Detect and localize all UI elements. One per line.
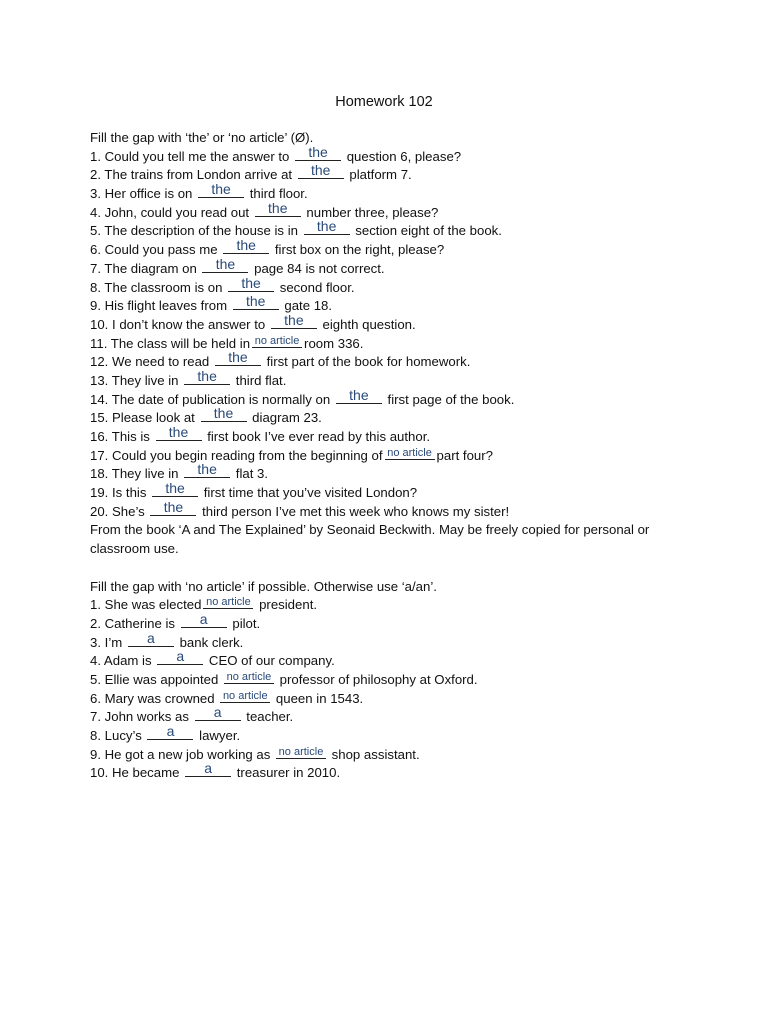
handwritten-answer: a — [176, 648, 185, 665]
item-text-after: first page of the book. — [383, 391, 515, 407]
exercise-item — [90, 218, 690, 241]
item-text-after: page 84 is not correct. — [250, 260, 385, 276]
item-text-before: 1. Could you tell me the answer to — [90, 148, 294, 164]
item-text-before: 9. He got a new job working as — [90, 746, 274, 762]
answer-blank[interactable] — [215, 349, 261, 366]
item-text-after: pilot. — [228, 615, 261, 631]
handwritten-answer: the — [165, 480, 185, 497]
exercise-item — [90, 349, 690, 372]
answer-blank[interactable] — [298, 162, 344, 179]
item-text-after: flat 3. — [232, 466, 269, 482]
handwritten-answer: the — [241, 274, 261, 291]
item-text-after: number three, please? — [302, 204, 439, 220]
item-text-before: 7. John works as — [90, 709, 193, 725]
item-text-before: 7. The diagram on — [90, 260, 201, 276]
item-text-after: room 336. — [304, 335, 364, 351]
item-text-before: 13. They live in — [90, 372, 183, 388]
page-title: Homework 102 — [335, 94, 433, 110]
answer-blank[interactable] — [255, 199, 301, 217]
item-text-before: 3. Her office is on — [90, 186, 197, 202]
answer-blank[interactable] — [150, 498, 196, 516]
handwritten-answer: the — [197, 367, 217, 384]
item-text-before: 5. Ellie was appointed — [90, 671, 222, 687]
item-text-before: 3. I’m — [90, 634, 126, 650]
answer-blank[interactable] — [201, 405, 247, 422]
answer-blank[interactable] — [385, 447, 435, 460]
handwritten-answer: a — [199, 610, 208, 627]
handwritten-answer: the — [349, 386, 369, 403]
answer-blank[interactable] — [336, 386, 382, 404]
exercise-item — [90, 424, 690, 447]
handwritten-answer: no article — [206, 596, 251, 609]
exercise-item — [90, 335, 690, 354]
item-text-before: 16. This is — [90, 429, 154, 444]
answer-blank[interactable] — [128, 629, 174, 647]
answer-blank[interactable] — [224, 671, 274, 684]
item-text-before: 4. Adam is — [90, 653, 156, 669]
item-text-after: professor of philosophy at Oxford. — [275, 671, 478, 687]
item-text-before: 9. His flight leaves from — [90, 298, 231, 314]
answer-blank[interactable] — [203, 596, 253, 609]
item-text-before: 1. She was elected — [90, 597, 202, 613]
item-text-before: 6. Mary was crowned — [90, 690, 219, 706]
item-text-after: section eight of the book. — [351, 223, 502, 239]
item-text-after: diagram 23. — [248, 410, 322, 426]
exercise-item — [90, 311, 690, 335]
item-text-before: 17. Could you begin reading from the beginning of — [90, 447, 383, 463]
item-text-before: 8. The classroom is on — [90, 279, 227, 295]
item-text-after: third flat. — [232, 372, 287, 388]
answer-blank[interactable] — [233, 293, 279, 310]
exercise-item — [90, 610, 690, 634]
handwritten-answer: no article — [226, 670, 272, 683]
answer-blank[interactable] — [195, 704, 241, 721]
exercise-item — [90, 690, 690, 709]
section2-items — [90, 596, 690, 783]
item-text-after: shop assistant. — [328, 746, 420, 762]
answer-blank[interactable] — [156, 424, 202, 441]
item-text-before: 4. John, could you read out — [90, 204, 253, 220]
item-text-after: treasurer in 2010. — [233, 765, 341, 781]
item-text-after: third person I’ve met this week who knows my sister! — [198, 503, 510, 519]
item-text-after: second floor. — [276, 279, 355, 295]
item-text-after: bank clerk. — [175, 634, 244, 650]
handwritten-answer: the — [197, 461, 217, 478]
handwritten-answer: the — [316, 218, 337, 235]
item-text-after: first box on the right, please? — [271, 242, 445, 258]
exercise-item — [90, 447, 690, 466]
exercise-item — [90, 181, 690, 204]
item-text-after: gate 18. — [280, 298, 333, 314]
answer-blank[interactable] — [228, 274, 274, 292]
answer-blank[interactable] — [157, 648, 203, 665]
section2-instruction: Fill the gap with ‘no article’ if possible. Otherwise use ‘a/an’. — [90, 578, 437, 594]
handwritten-answer: no article — [222, 689, 268, 702]
handwritten-answer: the — [311, 162, 331, 179]
item-text-after: lawyer. — [195, 728, 241, 744]
item-text-after: CEO of our company. — [205, 653, 335, 669]
handwritten-answer: the — [213, 405, 234, 422]
handwritten-answer: the — [268, 199, 288, 216]
item-text-before: 11. The class will be held in — [90, 335, 251, 351]
handwritten-answer: the — [163, 498, 184, 515]
handwritten-answer: no article — [254, 334, 300, 347]
item-text-after: first part of the book for homework. — [262, 354, 471, 370]
answer-blank[interactable] — [223, 237, 269, 254]
item-text-before: 14. The date of publication is normally on — [90, 391, 334, 407]
exercise-item — [90, 255, 690, 279]
exercise-item — [90, 143, 690, 167]
section1-instruction: Fill the gap with ‘the’ or ‘no article’ (Ø). — [90, 130, 314, 145]
answer-blank[interactable] — [220, 690, 270, 703]
handwritten-answer: the — [284, 311, 304, 328]
item-text-after: teacher. — [242, 709, 294, 725]
item-text-before: 19. Is this — [90, 485, 151, 501]
answer-blank[interactable] — [276, 746, 326, 759]
handwritten-answer: a — [213, 704, 222, 721]
item-text-before: 12. We need to read — [90, 354, 213, 370]
item-text-after: third floor. — [246, 186, 308, 202]
item-text-after: platform 7. — [345, 167, 412, 183]
answer-blank[interactable] — [252, 335, 302, 348]
handwritten-answer: no article — [278, 745, 324, 758]
exercise-item — [90, 386, 690, 410]
handwritten-answer: a — [147, 629, 155, 646]
answer-blank[interactable] — [304, 218, 350, 235]
answer-blank[interactable] — [152, 480, 198, 497]
answer-blank[interactable] — [181, 610, 227, 628]
item-text-after: queen in 1543. — [272, 690, 364, 706]
answer-blank[interactable] — [202, 255, 248, 273]
exercise-item — [90, 293, 690, 316]
item-text-before: 5. The description of the house is in — [90, 223, 302, 239]
exercise-item — [90, 746, 690, 765]
item-text-before: 10. He became — [90, 765, 184, 781]
item-text-after: eighth question. — [318, 316, 416, 332]
answer-blank[interactable] — [184, 461, 230, 478]
item-text-before: 18. They live in — [90, 466, 183, 482]
answer-blank[interactable] — [147, 723, 193, 740]
exercise-item — [90, 760, 690, 783]
item-text-before: 6. Could you pass me — [90, 242, 222, 258]
exercise-item — [90, 274, 690, 298]
exercise-item — [90, 498, 690, 522]
handwritten-answer: the — [236, 237, 256, 254]
item-text-before: 2. Catherine is — [90, 615, 179, 631]
exercise-item — [90, 671, 690, 690]
section-the-or-no-article — [90, 129, 690, 783]
item-text-before: 20. She’s — [90, 503, 149, 519]
handwritten-answer: a — [204, 760, 212, 777]
item-text-before: 10. I don’t know the answer to — [90, 316, 269, 332]
exercise-item — [90, 237, 690, 260]
exercise-item — [90, 199, 690, 223]
item-text-after: first time that you’ve visited London? — [200, 485, 418, 501]
exercise-item — [90, 648, 690, 671]
answer-blank[interactable] — [185, 760, 231, 777]
answer-blank[interactable] — [198, 181, 244, 198]
source-note: From the book ‘A and The Explained’ by Seonaid Beckwith. May be freely copied for personal or classroom use. — [90, 522, 650, 557]
handwritten-answer: the — [245, 293, 266, 310]
section1-items — [90, 143, 690, 522]
handwritten-answer: the — [308, 143, 328, 160]
exercise-item — [90, 367, 690, 391]
item-text-after: part four? — [436, 447, 493, 463]
handwritten-answer: no article — [387, 446, 432, 459]
answer-blank[interactable] — [295, 143, 341, 161]
handwritten-answer: the — [211, 181, 231, 198]
item-text-after: president. — [255, 597, 318, 613]
exercise-item — [90, 723, 690, 746]
exercise-item — [90, 162, 690, 185]
handwritten-answer: the — [168, 424, 189, 440]
item-text-before: 15. Please look at — [90, 410, 199, 426]
item-text-after: question 6, please? — [343, 148, 462, 164]
handwritten-answer: a — [166, 723, 175, 740]
item-text-after: first book I’ve ever read by this author. — [203, 429, 431, 444]
item-text-before: 2. The trains from London arrive at — [90, 167, 296, 183]
handwritten-answer: the — [228, 349, 248, 366]
answer-blank[interactable] — [184, 367, 230, 385]
answer-blank[interactable] — [271, 311, 317, 329]
handwritten-answer: the — [215, 255, 236, 272]
item-text-before: 8. Lucy’s — [90, 728, 146, 744]
